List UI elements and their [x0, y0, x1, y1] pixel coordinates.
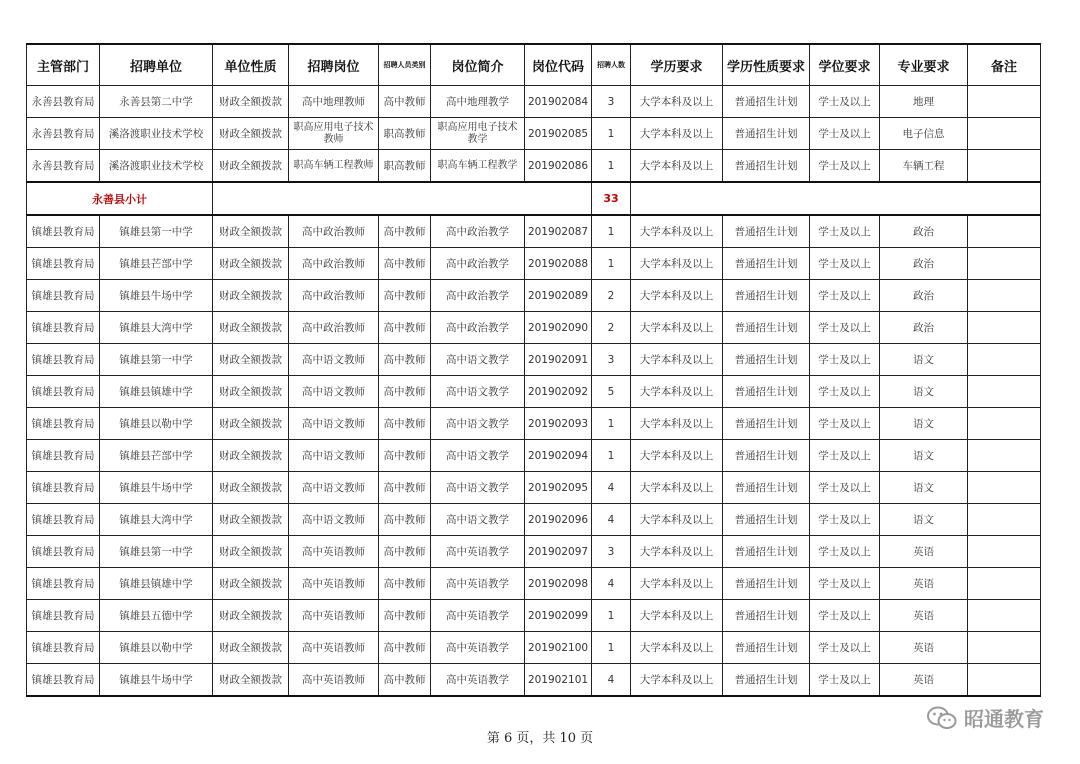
cell-intro: 高中语文教学 — [431, 440, 525, 472]
cell-unit: 镇雄县五德中学 — [100, 600, 213, 632]
cell-degree: 学士及以上 — [810, 280, 880, 312]
cell-dept: 镇雄县教育局 — [27, 504, 100, 536]
table-row — [27, 664, 1041, 697]
cell-dept: 镇雄县教育局 — [27, 568, 100, 600]
cell-edu: 大学本科及以上 — [631, 536, 723, 568]
cell-dept: 镇雄县教育局 — [27, 280, 100, 312]
subtotal-value: 33 — [592, 182, 631, 215]
cell-category: 高中教师 — [379, 408, 431, 440]
cell-major: 英语 — [880, 568, 968, 600]
cell-intro: 高中英语教学 — [431, 664, 525, 697]
cell-major: 地理 — [880, 86, 968, 118]
watermark — [926, 703, 1044, 732]
cell-edu: 大学本科及以上 — [631, 504, 723, 536]
cell-count: 4 — [592, 664, 631, 697]
cell-intro: 高中语文教学 — [431, 504, 525, 536]
cell-remark — [968, 632, 1041, 664]
cell-unit: 镇雄县镇雄中学 — [100, 376, 213, 408]
cell-remark — [968, 504, 1041, 536]
cell-unit: 镇雄县以勒中学 — [100, 408, 213, 440]
cell-post: 高中地理教师 — [289, 86, 379, 118]
cell-remark — [968, 568, 1041, 600]
cell-category: 高中教师 — [379, 632, 431, 664]
cell-remark — [968, 344, 1041, 376]
page-footer: 第 6 页，共 10 页 — [486, 731, 594, 746]
cell-major: 英语 — [880, 664, 968, 697]
cell-degree: 学士及以上 — [810, 248, 880, 280]
cell-remark — [968, 86, 1041, 118]
cell-code: 201902091 — [525, 344, 592, 376]
cell-count: 3 — [592, 536, 631, 568]
cell-intro: 职高应用电子技术教学 — [431, 118, 525, 150]
cell-edu-nature: 普通招生计划 — [723, 118, 810, 150]
cell-edu: 大学本科及以上 — [631, 215, 723, 248]
cell-edu: 大学本科及以上 — [631, 280, 723, 312]
cell-code: 201902090 — [525, 312, 592, 344]
cell-major: 语文 — [880, 504, 968, 536]
cell-degree: 学士及以上 — [810, 440, 880, 472]
recruitment-table-container — [26, 43, 1041, 697]
cell-count: 4 — [592, 568, 631, 600]
cell-nature: 财政全额拨款 — [213, 312, 289, 344]
cell-post: 高中英语教师 — [289, 600, 379, 632]
cell-dept: 镇雄县教育局 — [27, 376, 100, 408]
table-row — [27, 215, 1041, 248]
cell-degree: 学士及以上 — [810, 86, 880, 118]
cell-remark — [968, 118, 1041, 150]
cell-edu: 大学本科及以上 — [631, 248, 723, 280]
cell-intro: 高中政治教学 — [431, 248, 525, 280]
cell-nature: 财政全额拨款 — [213, 280, 289, 312]
col-header-remark: 备注 — [968, 44, 1041, 86]
cell-dept: 镇雄县教育局 — [27, 632, 100, 664]
table-row — [27, 536, 1041, 568]
col-header-code: 岗位代码 — [525, 44, 592, 86]
cell-edu-nature: 普通招生计划 — [723, 248, 810, 280]
cell-code: 201902096 — [525, 504, 592, 536]
cell-intro: 高中政治教学 — [431, 312, 525, 344]
cell-dept: 镇雄县教育局 — [27, 536, 100, 568]
cell-dept: 镇雄县教育局 — [27, 440, 100, 472]
cell-post: 高中英语教师 — [289, 568, 379, 600]
subtotal-row — [27, 182, 1041, 215]
cell-category: 高中教师 — [379, 664, 431, 697]
cell-unit: 永善县第二中学 — [100, 86, 213, 118]
cell-unit: 镇雄县牛场中学 — [100, 664, 213, 697]
cell-category: 高中教师 — [379, 568, 431, 600]
col-header-count: 招聘人数 — [592, 44, 631, 86]
cell-nature: 财政全额拨款 — [213, 215, 289, 248]
cell-post: 高中政治教师 — [289, 248, 379, 280]
cell-dept: 永善县教育局 — [27, 86, 100, 118]
table-row — [27, 440, 1041, 472]
cell-intro: 高中语文教学 — [431, 472, 525, 504]
table-body-yongshan — [27, 86, 1041, 183]
cell-edu: 大学本科及以上 — [631, 312, 723, 344]
cell-intro: 高中英语教学 — [431, 568, 525, 600]
cell-post: 高中语文教师 — [289, 472, 379, 504]
table-row — [27, 632, 1041, 664]
col-header-dept: 主管部门 — [27, 44, 100, 86]
cell-count: 1 — [592, 248, 631, 280]
cell-major: 政治 — [880, 215, 968, 248]
table-row — [27, 150, 1041, 183]
cell-edu-nature: 普通招生计划 — [723, 632, 810, 664]
cell-dept: 镇雄县教育局 — [27, 664, 100, 697]
cell-post: 高中政治教师 — [289, 280, 379, 312]
cell-nature: 财政全额拨款 — [213, 440, 289, 472]
cell-code: 201902099 — [525, 600, 592, 632]
cell-major: 语文 — [880, 376, 968, 408]
cell-unit: 镇雄县第一中学 — [100, 344, 213, 376]
cell-code: 201902101 — [525, 664, 592, 697]
cell-degree: 学士及以上 — [810, 376, 880, 408]
cell-remark — [968, 312, 1041, 344]
col-header-degree: 学位要求 — [810, 44, 880, 86]
cell-remark — [968, 215, 1041, 248]
cell-count: 1 — [592, 118, 631, 150]
subtotal-trailing — [631, 182, 1041, 215]
cell-count: 1 — [592, 440, 631, 472]
cell-unit: 镇雄县大湾中学 — [100, 312, 213, 344]
cell-major: 政治 — [880, 280, 968, 312]
cell-nature: 财政全额拨款 — [213, 600, 289, 632]
cell-intro: 高中政治教学 — [431, 280, 525, 312]
cell-edu: 大学本科及以上 — [631, 150, 723, 183]
cell-unit: 镇雄县以勒中学 — [100, 632, 213, 664]
table-row — [27, 568, 1041, 600]
cell-dept: 镇雄县教育局 — [27, 248, 100, 280]
cell-edu: 大学本科及以上 — [631, 408, 723, 440]
cell-unit: 镇雄县第一中学 — [100, 215, 213, 248]
col-header-edu-nature: 学历性质要求 — [723, 44, 810, 86]
cell-post: 高中政治教师 — [289, 312, 379, 344]
cell-post: 高中英语教师 — [289, 632, 379, 664]
cell-category: 高中教师 — [379, 472, 431, 504]
table-row — [27, 280, 1041, 312]
cell-major: 英语 — [880, 632, 968, 664]
cell-nature: 财政全额拨款 — [213, 408, 289, 440]
cell-remark — [968, 408, 1041, 440]
cell-post: 高中语文教师 — [289, 376, 379, 408]
cell-edu-nature: 普通招生计划 — [723, 504, 810, 536]
cell-remark — [968, 280, 1041, 312]
cell-remark — [968, 440, 1041, 472]
cell-remark — [968, 472, 1041, 504]
col-header-unit: 招聘单位 — [100, 44, 213, 86]
cell-intro: 高中英语教学 — [431, 536, 525, 568]
cell-degree: 学士及以上 — [810, 664, 880, 697]
cell-count: 2 — [592, 280, 631, 312]
cell-dept: 永善县教育局 — [27, 118, 100, 150]
cell-edu-nature: 普通招生计划 — [723, 472, 810, 504]
cell-category: 高中教师 — [379, 344, 431, 376]
cell-category: 职高教师 — [379, 150, 431, 183]
cell-count: 4 — [592, 504, 631, 536]
cell-post: 高中语文教师 — [289, 440, 379, 472]
cell-unit: 溪洛渡职业技术学校 — [100, 150, 213, 183]
cell-post: 职高应用电子技术教师 — [289, 118, 379, 150]
cell-major: 语文 — [880, 472, 968, 504]
cell-count: 4 — [592, 472, 631, 504]
cell-degree: 学士及以上 — [810, 215, 880, 248]
cell-count: 3 — [592, 86, 631, 118]
cell-post: 高中语文教师 — [289, 408, 379, 440]
cell-edu-nature: 普通招生计划 — [723, 376, 810, 408]
cell-category: 高中教师 — [379, 504, 431, 536]
cell-category: 高中教师 — [379, 86, 431, 118]
cell-intro: 高中语文教学 — [431, 376, 525, 408]
cell-category: 高中教师 — [379, 440, 431, 472]
cell-code: 201902095 — [525, 472, 592, 504]
cell-dept: 镇雄县教育局 — [27, 215, 100, 248]
cell-post: 高中语文教师 — [289, 504, 379, 536]
cell-dept: 镇雄县教育局 — [27, 472, 100, 504]
subtotal-label: 永善县小计 — [27, 182, 213, 215]
cell-dept: 永善县教育局 — [27, 150, 100, 183]
cell-category: 高中教师 — [379, 215, 431, 248]
cell-edu-nature: 普通招生计划 — [723, 440, 810, 472]
cell-major: 车辆工程 — [880, 150, 968, 183]
cell-count: 1 — [592, 150, 631, 183]
cell-category: 高中教师 — [379, 536, 431, 568]
cell-nature: 财政全额拨款 — [213, 248, 289, 280]
cell-remark — [968, 376, 1041, 408]
cell-category: 高中教师 — [379, 600, 431, 632]
cell-count: 1 — [592, 408, 631, 440]
cell-dept: 镇雄县教育局 — [27, 344, 100, 376]
cell-category: 职高教师 — [379, 118, 431, 150]
cell-post: 职高车辆工程教师 — [289, 150, 379, 183]
cell-nature: 财政全额拨款 — [213, 376, 289, 408]
cell-category: 高中教师 — [379, 376, 431, 408]
cell-edu: 大学本科及以上 — [631, 600, 723, 632]
cell-degree: 学士及以上 — [810, 344, 880, 376]
cell-remark — [968, 150, 1041, 183]
cell-nature: 财政全额拨款 — [213, 86, 289, 118]
table-body-zhenxiong — [27, 215, 1041, 696]
cell-unit: 镇雄县芒部中学 — [100, 440, 213, 472]
cell-major: 政治 — [880, 248, 968, 280]
col-header-major: 专业要求 — [880, 44, 968, 86]
cell-code: 201902088 — [525, 248, 592, 280]
header-row — [27, 44, 1041, 86]
cell-count: 1 — [592, 632, 631, 664]
cell-dept: 镇雄县教育局 — [27, 600, 100, 632]
cell-degree: 学士及以上 — [810, 632, 880, 664]
cell-count: 1 — [592, 600, 631, 632]
table-row — [27, 408, 1041, 440]
table-row — [27, 376, 1041, 408]
cell-remark — [968, 664, 1041, 697]
cell-edu: 大学本科及以上 — [631, 344, 723, 376]
cell-edu: 大学本科及以上 — [631, 632, 723, 664]
cell-major: 语文 — [880, 440, 968, 472]
cell-post: 高中语文教师 — [289, 344, 379, 376]
cell-unit: 镇雄县芒部中学 — [100, 248, 213, 280]
table-row — [27, 472, 1041, 504]
cell-degree: 学士及以上 — [810, 536, 880, 568]
cell-code: 201902092 — [525, 376, 592, 408]
cell-edu: 大学本科及以上 — [631, 118, 723, 150]
watermark-text: 昭通教育 — [964, 707, 1044, 731]
cell-code: 201902094 — [525, 440, 592, 472]
col-header-post: 招聘岗位 — [289, 44, 379, 86]
cell-nature: 财政全额拨款 — [213, 536, 289, 568]
cell-code: 201902093 — [525, 408, 592, 440]
cell-degree: 学士及以上 — [810, 568, 880, 600]
cell-intro: 职高车辆工程教学 — [431, 150, 525, 183]
table-row — [27, 312, 1041, 344]
cell-intro: 高中语文教学 — [431, 408, 525, 440]
table-row — [27, 600, 1041, 632]
cell-nature: 财政全额拨款 — [213, 472, 289, 504]
cell-code: 201902086 — [525, 150, 592, 183]
cell-edu-nature: 普通招生计划 — [723, 280, 810, 312]
cell-intro: 高中英语教学 — [431, 600, 525, 632]
col-header-intro: 岗位简介 — [431, 44, 525, 86]
cell-major: 英语 — [880, 600, 968, 632]
cell-nature: 财政全额拨款 — [213, 568, 289, 600]
cell-edu: 大学本科及以上 — [631, 472, 723, 504]
cell-edu-nature: 普通招生计划 — [723, 150, 810, 183]
cell-nature: 财政全额拨款 — [213, 664, 289, 697]
cell-degree: 学士及以上 — [810, 600, 880, 632]
cell-major: 电子信息 — [880, 118, 968, 150]
cell-dept: 镇雄县教育局 — [27, 408, 100, 440]
cell-post: 高中政治教师 — [289, 215, 379, 248]
cell-edu: 大学本科及以上 — [631, 568, 723, 600]
cell-edu: 大学本科及以上 — [631, 440, 723, 472]
cell-edu: 大学本科及以上 — [631, 664, 723, 697]
cell-code: 201902087 — [525, 215, 592, 248]
cell-post: 高中英语教师 — [289, 664, 379, 697]
cell-intro: 高中政治教学 — [431, 215, 525, 248]
subtotal-section — [27, 182, 1041, 215]
col-header-nature: 单位性质 — [213, 44, 289, 86]
cell-edu-nature: 普通招生计划 — [723, 568, 810, 600]
cell-major: 英语 — [880, 536, 968, 568]
cell-count: 2 — [592, 312, 631, 344]
cell-degree: 学士及以上 — [810, 150, 880, 183]
cell-code: 201902089 — [525, 280, 592, 312]
cell-degree: 学士及以上 — [810, 504, 880, 536]
cell-count: 3 — [592, 344, 631, 376]
cell-degree: 学士及以上 — [810, 118, 880, 150]
table-row — [27, 248, 1041, 280]
col-header-edu: 学历要求 — [631, 44, 723, 86]
cell-count: 1 — [592, 215, 631, 248]
cell-code: 201902085 — [525, 118, 592, 150]
cell-intro: 高中英语教学 — [431, 632, 525, 664]
table-row — [27, 344, 1041, 376]
cell-nature: 财政全额拨款 — [213, 504, 289, 536]
cell-unit: 镇雄县牛场中学 — [100, 472, 213, 504]
cell-code: 201902100 — [525, 632, 592, 664]
recruitment-table — [26, 43, 1041, 697]
cell-remark — [968, 248, 1041, 280]
cell-nature: 财政全额拨款 — [213, 150, 289, 183]
cell-nature: 财政全额拨款 — [213, 632, 289, 664]
cell-major: 语文 — [880, 408, 968, 440]
table-row — [27, 86, 1041, 118]
cell-unit: 镇雄县牛场中学 — [100, 280, 213, 312]
cell-remark — [968, 600, 1041, 632]
subtotal-spacer — [213, 182, 592, 215]
cell-post: 高中英语教师 — [289, 536, 379, 568]
table-row — [27, 504, 1041, 536]
table-row — [27, 118, 1041, 150]
cell-major: 语文 — [880, 344, 968, 376]
cell-category: 高中教师 — [379, 312, 431, 344]
cell-nature: 财政全额拨款 — [213, 344, 289, 376]
cell-edu: 大学本科及以上 — [631, 86, 723, 118]
cell-edu-nature: 普通招生计划 — [723, 664, 810, 697]
cell-degree: 学士及以上 — [810, 312, 880, 344]
cell-edu-nature: 普通招生计划 — [723, 215, 810, 248]
cell-edu-nature: 普通招生计划 — [723, 536, 810, 568]
cell-count: 5 — [592, 376, 631, 408]
cell-dept: 镇雄县教育局 — [27, 312, 100, 344]
cell-edu-nature: 普通招生计划 — [723, 600, 810, 632]
cell-degree: 学士及以上 — [810, 472, 880, 504]
cell-code: 201902097 — [525, 536, 592, 568]
cell-code: 201902084 — [525, 86, 592, 118]
cell-unit: 镇雄县大湾中学 — [100, 504, 213, 536]
cell-edu-nature: 普通招生计划 — [723, 312, 810, 344]
cell-intro: 高中地理教学 — [431, 86, 525, 118]
cell-edu-nature: 普通招生计划 — [723, 344, 810, 376]
cell-unit: 溪洛渡职业技术学校 — [100, 118, 213, 150]
cell-degree: 学士及以上 — [810, 408, 880, 440]
cell-unit: 镇雄县镇雄中学 — [100, 568, 213, 600]
cell-code: 201902098 — [525, 568, 592, 600]
cell-category: 高中教师 — [379, 280, 431, 312]
col-header-category: 招聘人员类别 — [379, 44, 431, 86]
cell-edu: 大学本科及以上 — [631, 376, 723, 408]
cell-major: 政治 — [880, 312, 968, 344]
cell-edu-nature: 普通招生计划 — [723, 86, 810, 118]
cell-edu-nature: 普通招生计划 — [723, 408, 810, 440]
cell-intro: 高中语文教学 — [431, 344, 525, 376]
cell-remark — [968, 536, 1041, 568]
cell-nature: 财政全额拨款 — [213, 118, 289, 150]
cell-unit: 镇雄县第一中学 — [100, 536, 213, 568]
cell-category: 高中教师 — [379, 248, 431, 280]
wechat-icon — [926, 705, 958, 731]
